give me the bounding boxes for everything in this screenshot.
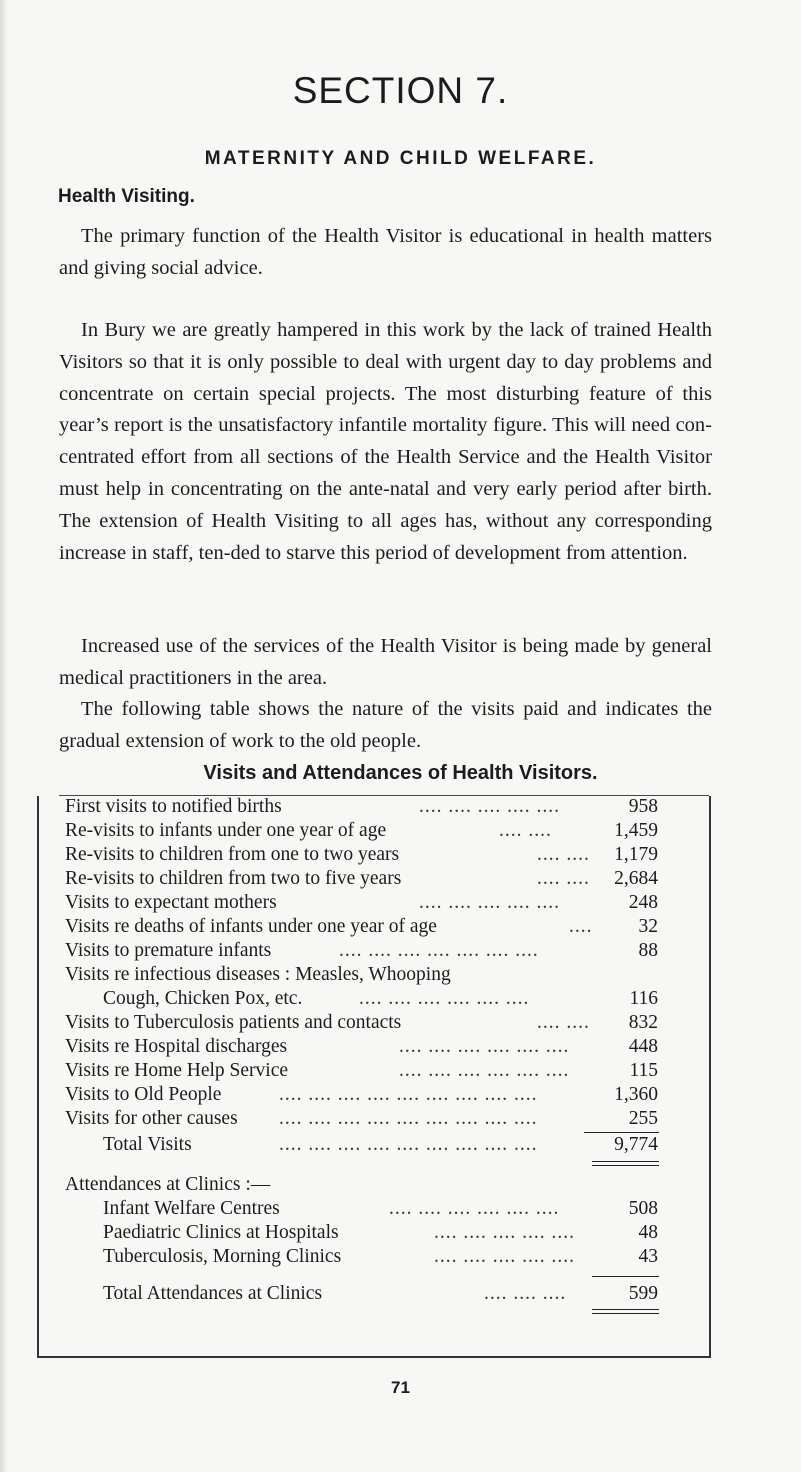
row-value: 248 bbox=[628, 892, 658, 913]
table-row: Visits to Old People .... .... .... .... .... .... .... .... .... 1,360 bbox=[65, 1084, 658, 1105]
row-value: 1,459 bbox=[614, 820, 658, 841]
total-attendances-value: 599 bbox=[628, 1283, 658, 1304]
table-row: Tuberculosis, Morning Clinics .... .... .... .... .... 43 bbox=[103, 1246, 658, 1267]
table-row: Re-visits to children from two to five years .... .... 2,684 bbox=[65, 868, 658, 889]
row-value: 88 bbox=[638, 940, 658, 961]
row-value: 116 bbox=[629, 988, 658, 1009]
row-label: Visits re deaths of infants under one year of age bbox=[65, 916, 437, 937]
table-row: Visits re deaths of infants under one year of age .... 32 bbox=[65, 916, 658, 937]
row-label: Re-visits to children from two to five years bbox=[65, 868, 402, 889]
row-label: Re-visits to infants under one year of age bbox=[65, 820, 387, 841]
row-value: 115 bbox=[629, 1060, 658, 1081]
row-label: Visits for other causes bbox=[65, 1108, 238, 1129]
section-title: SECTION 7. bbox=[292, 70, 509, 111]
row-value: 43 bbox=[638, 1246, 658, 1267]
total-visits-label: Total Visits bbox=[103, 1134, 192, 1155]
row-value: 255 bbox=[628, 1108, 658, 1129]
row-value: 48 bbox=[638, 1222, 658, 1243]
row-label: Tuberculosis, Morning Clinics bbox=[103, 1246, 342, 1267]
row-value: 1,360 bbox=[614, 1084, 658, 1105]
table-row: Infant Welfare Centres .... .... .... .... .... .... 508 bbox=[103, 1198, 658, 1219]
row-value: 958 bbox=[628, 796, 658, 817]
total-visits-value: 9,774 bbox=[614, 1134, 658, 1155]
paragraph-1: The primary function of the Health Visitor is educational in health matters and giving social advice. bbox=[59, 225, 712, 279]
heading-health-visiting: Health Visiting. bbox=[58, 186, 195, 207]
subtotal-rule bbox=[584, 1132, 659, 1133]
row-value: 1,179 bbox=[614, 844, 658, 865]
page-edge-shadow bbox=[0, 0, 8, 1472]
page-number: 71 bbox=[391, 1378, 410, 1397]
visits-table bbox=[37, 796, 711, 1358]
row-label: Visits to expectant mothers bbox=[65, 892, 277, 913]
total-double-rule bbox=[592, 1309, 659, 1314]
attendances-heading: Attendances at Clinics :— bbox=[65, 1174, 271, 1195]
row-label: First visits to notified births bbox=[65, 796, 282, 817]
row-value: 832 bbox=[628, 1012, 658, 1033]
row-label: Visits re Home Help Service bbox=[65, 1060, 289, 1081]
subtotal-rule bbox=[592, 1276, 659, 1277]
row-label: Cough, Chicken Pox, etc. bbox=[103, 988, 303, 1009]
table-row: Visits re Home Help Service .... .... .... .... .... .... 115 bbox=[65, 1060, 658, 1081]
row-label: Re-visits to children from one to two years bbox=[65, 844, 400, 865]
row-label: Visits to Old People bbox=[65, 1084, 222, 1105]
row-label: Infant Welfare Centres bbox=[103, 1198, 280, 1219]
row-label: Visits to premature infants bbox=[65, 940, 272, 961]
total-double-rule bbox=[592, 1161, 659, 1166]
table-row bbox=[39, 964, 709, 988]
paragraph-2: In Bury we are greatly hampered in this work by the lack of trained Health Visitors so that it is only possible to deal with urgent day to day problems and concentrate on certain special projects. The most disturbing feature of this year’s report is the unsatisfactory infantile mortality figure. This will need con-centrated effort from all sections of the Health Service and the Health Visitor must help in concentrating on the ante-natal and very early period after birth. The extension of Health Visiting to all ages has, without any corresponding increase in staff, ten-ded to starve this period of development from attention. bbox=[59, 319, 712, 564]
table-row: First visits to notified births .... .... .... .... .... 958 bbox=[65, 796, 658, 817]
row-value: 448 bbox=[628, 1036, 658, 1057]
table-row: Visits for other causes .... .... .... .... .... .... .... .... .... 255 bbox=[65, 1108, 658, 1129]
row-label: Paediatric Clinics at Hospitals bbox=[103, 1222, 339, 1243]
table-row: Cough, Chicken Pox, etc. .... .... .... .... .... .... 116 bbox=[103, 988, 658, 1009]
table-row: Re-visits to children from one to two years .... .... 1,179 bbox=[65, 844, 658, 865]
table-row: Visits to Tuberculosis patients and contacts .... .... 832 bbox=[65, 1012, 658, 1033]
table-row: Visits to premature infants .... .... .... .... .... .... .... 88 bbox=[65, 940, 658, 961]
table-row: Visits re Hospital discharges .... .... .... .... .... .... 448 bbox=[65, 1036, 658, 1057]
attendances-heading-row bbox=[39, 1174, 709, 1198]
total-attendances-label: Total Attendances at Clinics bbox=[103, 1283, 323, 1304]
row-label: Visits to Tuberculosis patients and contacts bbox=[65, 1012, 402, 1033]
row-value: 2,684 bbox=[614, 868, 658, 889]
row-label: Visits re Hospital discharges bbox=[65, 1036, 288, 1057]
paragraph-4: The following table shows the nature of the visits paid and indicates the gradual extension of work to the old people. bbox=[59, 698, 712, 752]
paragraph-3: Increased use of the services of the Health Visitor is being made by general medical practitioners in the area. bbox=[59, 635, 712, 689]
total-visits-row: Total Visits .... .... .... .... .... .... .... .... .... 9,774 bbox=[103, 1134, 658, 1155]
table-row: Visits to expectant mothers .... .... .... .... .... 248 bbox=[65, 892, 658, 913]
row-label: Visits re infectious diseases : Measles, Whooping bbox=[65, 964, 451, 985]
subtitle: MATERNITY AND CHILD WELFARE. bbox=[204, 148, 597, 169]
total-attendances-row: Total Attendances at Clinics .... .... .... 599 bbox=[103, 1283, 658, 1304]
row-value: 32 bbox=[638, 916, 658, 937]
row-value: 508 bbox=[628, 1198, 658, 1219]
table-row: Paediatric Clinics at Hospitals .... .... .... .... .... 48 bbox=[103, 1222, 658, 1243]
table-title: Visits and Attendances of Health Visitors. bbox=[203, 762, 598, 784]
table-row: Re-visits to infants under one year of age .... .... 1,459 bbox=[65, 820, 658, 841]
